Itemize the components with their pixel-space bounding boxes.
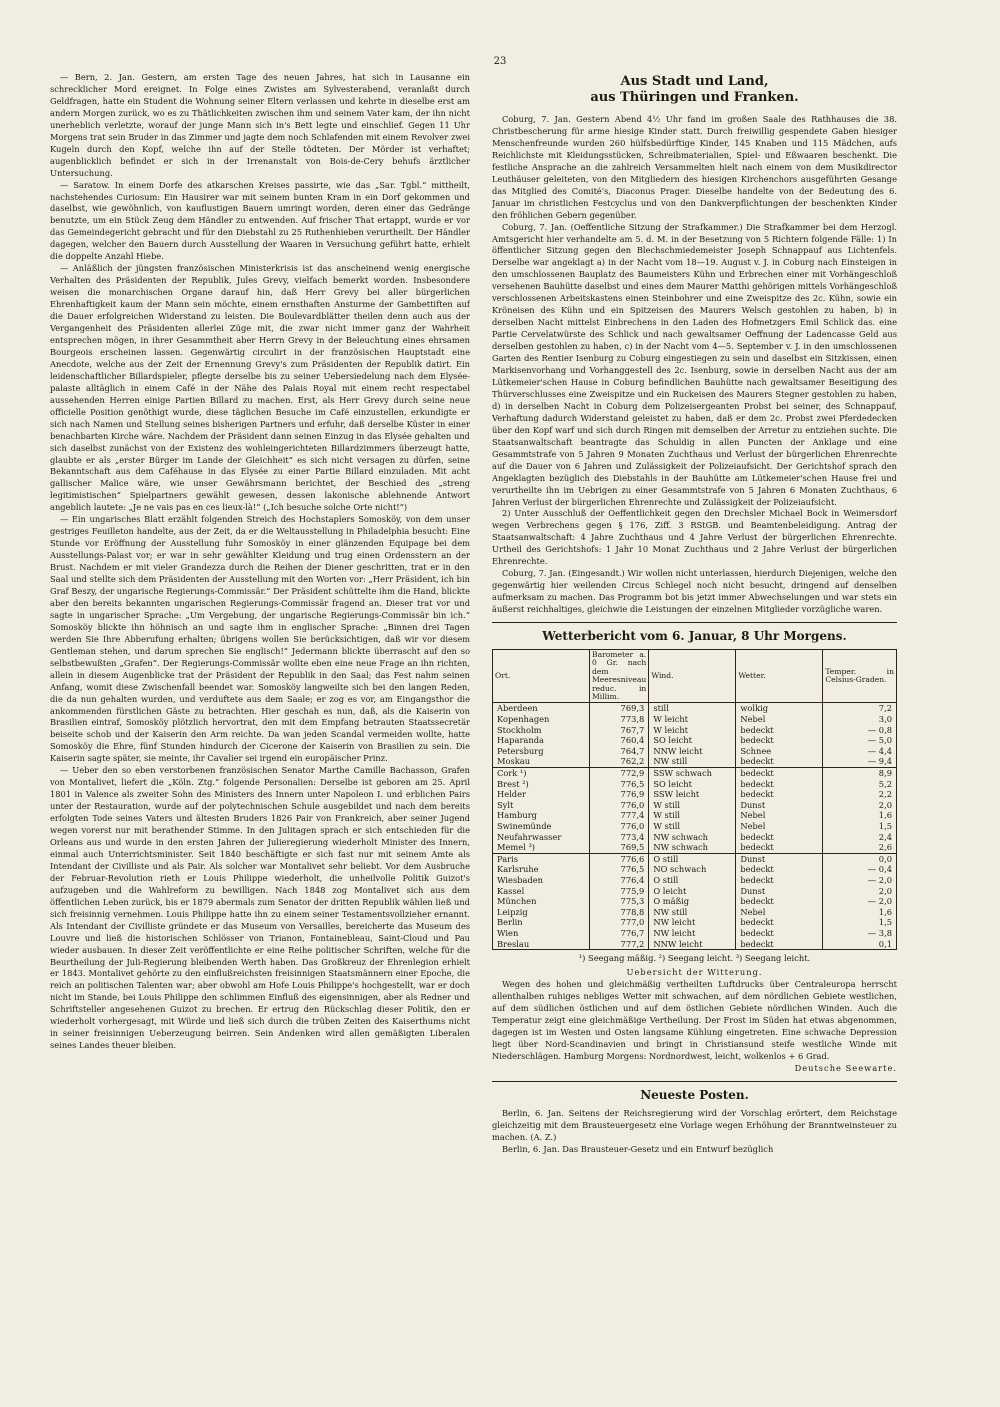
station-name: Kopenhagen bbox=[493, 714, 590, 725]
temperature-value: 2,6 bbox=[823, 842, 897, 853]
barometer-value: 775,9 bbox=[590, 886, 649, 897]
latest-news-berlin-2: Berlin, 6. Jan. Das Brausteuer-Gesetz und ein Entwurf bezüglich bbox=[501, 1143, 774, 1154]
temperature-value: 1,6 bbox=[823, 810, 897, 821]
weather-value: bedeckt bbox=[736, 735, 823, 746]
temperature-value: 5,2 bbox=[823, 779, 897, 790]
weather-value: bedeckt bbox=[736, 789, 823, 800]
wind-value: O mäßig bbox=[649, 896, 736, 907]
article-bern: — Bern, 2. Jan. Gestern, am ersten Tage des neuen Jahres, hat sich in Lausanne ein schrecklicher Mord ereignet. In Folge eines Zwistes am Sylvesterabend, veranlaßt durch Geldfragen, hatte ein Student die Wohnung seiner Eltern verlassen und kehrte in dieselbe erst am andern Morgen zurück, wo es zu Thätlichkeiten zwischen ihm und seinem Vater kam, der ihn nicht unerheblich verletzte, worauf der junge Mann sich in's Bett legte und einschlief. Gegen 11 Uhr Morgens trat sein Bruder in das Zimmer und jagte dem noch Schlafenden mit einem Revolver zwei Kugeln durch den Kopf, welche ihn auf der Stelle tödteten. Der Mörder ist verhaftet; augenblicklich befindet er sich in der Irrenanstalt von Bois-de-Cery behufs ärztlicher Untersuchung. bbox=[50, 72, 470, 178]
weather-value: Dunst bbox=[736, 886, 823, 897]
weather-row bbox=[493, 779, 897, 790]
wind-value: W still bbox=[649, 800, 736, 811]
barometer-value: 776,0 bbox=[590, 800, 649, 811]
left-column bbox=[50, 72, 470, 1382]
weather-value: bedeckt bbox=[736, 875, 823, 886]
station-name: Cork ¹) bbox=[493, 768, 590, 779]
weather-row bbox=[493, 821, 897, 832]
divider bbox=[492, 622, 897, 623]
page-number: 23 bbox=[493, 56, 507, 67]
wind-value: NW schwach bbox=[649, 842, 736, 853]
barometer-value: 776,4 bbox=[590, 875, 649, 886]
barometer-value: 773,4 bbox=[590, 832, 649, 843]
barometer-value: 772,9 bbox=[590, 768, 649, 779]
weather-row bbox=[493, 842, 897, 853]
weather-value: bedeckt bbox=[736, 928, 823, 939]
barometer-value: 760,4 bbox=[590, 735, 649, 746]
weather-row bbox=[493, 875, 897, 886]
weather-row bbox=[493, 810, 897, 821]
wind-value: W still bbox=[649, 810, 736, 821]
barometer-value: 769,3 bbox=[590, 703, 649, 714]
temperature-value: — 0,8 bbox=[823, 725, 897, 736]
weather-row bbox=[493, 746, 897, 757]
weather-report-title: Wetterbericht vom 6. Januar, 8 Uhr Morgens. bbox=[542, 629, 847, 644]
temperature-value: — 2,0 bbox=[823, 875, 897, 886]
weather-row bbox=[493, 853, 897, 864]
station-name: Leipzig bbox=[493, 907, 590, 918]
wind-value: NO schwach bbox=[649, 864, 736, 875]
weather-row bbox=[493, 907, 897, 918]
right-column bbox=[492, 72, 897, 1382]
wind-value: still bbox=[649, 703, 736, 714]
weather-table-body bbox=[493, 703, 897, 950]
weather-value: bedeckt bbox=[736, 779, 823, 790]
header-wind: Wind. bbox=[649, 650, 736, 703]
barometer-value: 776,5 bbox=[590, 779, 649, 790]
article-saratow: — Saratow. In einem Dorfe des atkarschen Kreises passirte, wie das „Sar. Tgbl.“ mittheilt, nachstehendes Curiosum: Ein Hausirer war mit seinem bunten Kram in ein Dorf gekommen und daselbst, wie gewöhnlich, von kauflustigen Bauern umringt worden, deren einer das Gedränge benutzte, um ein Stück Zeug dem Händler zu entwenden. Auf frischer That ertappt, wurde er vor das Gemeindegericht gebracht und für den Diebstahl zu 25 Ruthenhieben verurtheilt. Der Händler dagegen, welcher den Bauern durch Ausstellung der Waaren in Versuchung geführt hatte, erhielt die doppelte Anzahl Hiebe. bbox=[50, 179, 470, 262]
wind-value: O still bbox=[649, 853, 736, 864]
station-name: Moskau bbox=[493, 756, 590, 767]
station-name: Sylt bbox=[493, 800, 590, 811]
temperature-value: — 9,4 bbox=[823, 756, 897, 767]
barometer-value: 777,2 bbox=[590, 939, 649, 950]
temperature-value: — 2,0 bbox=[823, 896, 897, 907]
station-name: Haparanda bbox=[493, 735, 590, 746]
wind-value: O leicht bbox=[649, 886, 736, 897]
station-name: Aberdeen bbox=[493, 703, 590, 714]
station-name: Helder bbox=[493, 789, 590, 800]
temperature-value: 2,2 bbox=[823, 789, 897, 800]
weather-row bbox=[493, 928, 897, 939]
weather-value: wolkig bbox=[736, 703, 823, 714]
weather-row bbox=[493, 917, 897, 928]
station-name: Hamburg bbox=[493, 810, 590, 821]
temperature-value: 1,5 bbox=[823, 821, 897, 832]
barometer-value: 775,3 bbox=[590, 896, 649, 907]
temperature-value: — 5,0 bbox=[823, 735, 897, 746]
wind-value: SO leicht bbox=[649, 735, 736, 746]
article-coburg-strafkammer: Coburg, 7. Jan. (Oeffentliche Sitzung der Strafkammer.) Die Strafkammer bei dem Herzogl. Amtsgericht hier verhandelte am 5. d. M. in der Besetzung von 5 Richtern folgende Fälle: 1) In öffentlicher Sitzung gegen den Blechschmiedemeister Joseph Schnappauf aus Lichtenfels. Derselbe war angeklagt a) in der Nacht vom 18—19. August v. J. in Coburg nach Einsteigen in den umschlossenen Bauplatz des Baumeisters Kühn und Erbrechen einer mit Vorhängeschloß versehenen Bauhütte daselbst und eines dem Maurer Matthi gehörigen mittels Vorhängeschloß verschlossenen Arbeitskastens einen Steinbohrer und eine Zweispitze des 2c. Kühn, sowie ein Kröneisen des Kühn und ein Spitzeisen des Maurers Welsch gestohlen zu haben, b) in derselben Nacht mittelst Einbrechens in den Laden des Hofmetzgers Emil Schlick das. eine Partie Cervelatwürste des Schlick und nach gewaltsamer Oeffnung der Ladencasse Geld aus derselben gestohlen zu haben, c) in der Nacht vom 4—5. September v. J. in den umschlossenen Garten des Rentier Isenburg zu Coburg eingestiegen zu sein und daselbst ein Sitzkissen, einen Markisenvorhang und Vorhanggestell des 2c. Isenburg, sowie in derselben Nacht aus der am Lütkemeier'schen Hause in Coburg befindlichen Bauhütte nach gewaltsamer Beseitigung des Thürverschlusses eine Zweispitze und ein Ruckeisen des Maurers Stegner gestohlen zu haben, d) in derselben Nacht in Coburg dem Polizeisergeanten Probst bei seiner, des Schnappauf, Verhaftung dadurch Widerstand geleistet zu haben, daß er dem 2c. Probst zwei Pferdedecken über den Kopf warf und sich durch Ringen mit demselben der Arretur zu entziehen suchte. Die Staatsanwaltschaft beantragte das Schuldig in allen Puncten der Anklage und eine Gesammtstrafe von 5 Jahren 9 Monaten Zuchthaus und Verlust der bürgerlichen Ehrenrechte auf die Dauer von 6 Jahren und Zulässigkeit der Polizeiaufsicht. Der Gerichtshof sprach den Angeklagten bezüglich des Diebstahls in der Bauhütte am Lütkemeier'schen Hause frei und verurtheilte ihn im Uebrigen zu einer Gesammtstrafe von 5 Jahren 6 Monaten Zuchthaus, 6 Jahren Verlust der bürgerlichen Ehrenrechte und Zulässigkeit der Polizeiaufsicht. bbox=[492, 221, 897, 507]
barometer-value: 776,5 bbox=[590, 864, 649, 875]
wind-value: W leicht bbox=[649, 714, 736, 725]
weather-overview-text: Wegen des hohen und gleichmäßig vertheilten Luftdrucks über Centraleuropa herrscht allenthalben ruhiges nebliges Wetter mit schwachen, auf dem nördlichen Gebiete westlichen, auf dem südlichen östlichen und auf dem östlichen Gebiete nördlichen Winden. Auch die Temperatur zeigt eine gleichmäßige Vertheilung. Der Frost im Süden hat etwas abgenommen, dagegen ist im Westen und Osten langsame Kühlung eingetreten. Eine schwache Depression liegt über Nord-Scandinavien und bringt in Christiansund steife westliche Winde mit Niederschlägen. Hamburg Morgens: Nordnordwest, leicht, wolkenlos + 6 Grad. bbox=[492, 979, 897, 1061]
wind-value: O still bbox=[649, 875, 736, 886]
temperature-value: 2,4 bbox=[823, 832, 897, 843]
temperature-value: 8,9 bbox=[823, 768, 897, 779]
weather-row bbox=[493, 756, 897, 767]
weather-value: bedeckt bbox=[736, 896, 823, 907]
weather-row bbox=[493, 886, 897, 897]
barometer-value: 777,4 bbox=[590, 810, 649, 821]
barometer-value: 762,2 bbox=[590, 756, 649, 767]
weather-row bbox=[493, 832, 897, 843]
weather-value: bedeckt bbox=[736, 917, 823, 928]
station-name: Berlin bbox=[493, 917, 590, 928]
weather-value: bedeckt bbox=[736, 864, 823, 875]
weather-value: bedeckt bbox=[736, 939, 823, 950]
barometer-value: 776,0 bbox=[590, 821, 649, 832]
weather-value: Dunst bbox=[736, 853, 823, 864]
weather-value: bedeckt bbox=[736, 756, 823, 767]
station-name: Petersburg bbox=[493, 746, 590, 757]
temperature-value: — 0,4 bbox=[823, 864, 897, 875]
wind-value: NW leicht bbox=[649, 917, 736, 928]
weather-value: Nebel bbox=[736, 810, 823, 821]
weather-row bbox=[493, 789, 897, 800]
article-grevy: — Anläßlich der jüngsten französischen Ministerkrisis ist das anscheinend wenig energische Verhalten des Präsidenten der Republik, Jules Grevy, vielfach bemerkt worden. Insbesondere weisen die monarchischen Organe darauf hin, daß Herr Grevy bei aller bürgerlichen Ehrenhaftigkeit kaum der Mann sein möchte, einem ernsthaften Ansturme der Gambettiften auf die Dauer erfolgreichen Widerstand zu leisten. Die Boulevardblätter theilen denn auch aus der Vergangenheit des Präsidenten allerlei Züge mit, die zwar nicht immer ganz der Wahrheit entsprechen mögen, in ihrer Gesammtheit aber Herrn Grevy in der Beleuchtung eines ehrsamen Bourgeois erscheinen lassen. Gegenwärtig circulirt in der französischen Hauptstadt eine Anecdote, welche aus der Zeit der Ernennung Grevy's zum Präsidenten der Republik datirt. Ein leidenschaftlicher Billardspieler, pflegte derselbe bis zu seiner Uebersiedelung nach dem Elysée-palaste alltäglich in einem Café in der Nähe des Palais Royal mit einem recht respectabel aussehenden Herren einige Partien Billard zu machen. Erst, als Herr Grevy durch seine neue officielle Position genöthigt wurde, diese täglichen Besuche im Café einzustellen, erkundigte er sich nach Namen und Stellung seines bisherigen Partners und erfuhr, daß derselbe Küster in einer benachbarten Kirche wäre. Nachdem der Präsident dann seinen Einzug in das Elysée gehalten und sich daselbst zunächst von der Existenz des wohleingerichteten Billardzimmers überzeugt hatte, glaubte er als „erster Bürger im Lande der Gleichheit“ es sich nicht versagen zu dürfen, seine Bekanntschaft aus dem Caféhause in das Elysée zu einer Partie Billard einzuladen. Mit acht gallischer Malice wäre, wie unser Gewährsmann berichtet, der Beschied des „streng legitimistischen“ Spielpartners gewählt gewesen, dessen lakonische ablehnende Antwort angeblich lautete: „Je ne vais pas en ces lieux-là!“ („Ich besuche solche Orte nicht!“) bbox=[50, 263, 470, 513]
weather-row bbox=[493, 939, 897, 950]
station-name: Stockholm bbox=[493, 725, 590, 736]
station-name: Breslau bbox=[493, 939, 590, 950]
wind-value: SO leicht bbox=[649, 779, 736, 790]
temperature-value: 2,0 bbox=[823, 800, 897, 811]
barometer-value: 767,7 bbox=[590, 725, 649, 736]
station-name: Wien bbox=[493, 928, 590, 939]
weather-row bbox=[493, 725, 897, 736]
barometer-value: 776,7 bbox=[590, 928, 649, 939]
weather-value: Nebel bbox=[736, 907, 823, 918]
article-montalivet: — Ueber den so eben verstorbenen französischen Senator Marthe Camille Bachasson, Grafen von Montalivet, liefert die „Köln. Ztg.“ folgende Personalien: Derselbe ist geboren am 25. April 1801 in Valence als zweiter Sohn des Ministers des Innern unter Napoleon I. und erblichen Pairs unter der Restauration, wurde auf der polytechnischen Schule ausgebildet und nach dem bereits erfolgten Tode seines Vaters und ältesten Bruders 1826 Pair von Frankreich, aber seiner Jugend wegen vorerst nur mit berathender Stimme. In den Julitagen sprach er sich entschieden für die Orleans aus und wurde in den ersten Jahren der Julieregierung wiederholt Minister des Innern, einmal auch Unterrichtsminister. Seit 1840 beschäftigte er sich fast nur mit seinem Amte als Intendant der Civilliste und als Pair. Als solcher war Montalivet sehr beliebt. Vor dem Ausbruche der Februar-Revolution rieth er Louis Philippe wiederholt, die unheilvolle Politik Guizot's aufzugeben und die Wahlreform zu bewilligen. Nach 1848 zog Montalivet sich aus dem öffentlichen Leben zurück, bis er 1879 abermals zum Senator der dritten Republik wählen ließ und sich freisinnig vernehmen. Louis Philippe hatte ihn zu einem seiner Testamentsvollzieher ernannt. Als Intendant der Civilliste gründete er das Museum von Versailles, bereicherte das Museum des Louvre und ließ die historischen Schlösser von Trianon, Fontainebleau, Saint-Cloud und Pau wieder ausbauen. In dieser Zeit veröffentlichte er eine Reihe politischer Schriften, welche für die Beurtheilung der Juli-Regierung bleibenden Werth haben. Das Großkreuz der Ehrenlegion erhielt er 1843. Montalivet gehörte zu den einflußreichsten freisinnigen Staatsmännern einer Epoche, die reich an politischen Talenten war; aber obwohl am Hofe Louis Philippe's hochgestellt, war er doch nicht im Stande, bei Louis Philippe den schlimmen Einfluß des eigensinnigen, aber als Redner und Schriftsteller angesehenen Guizot zu brechen. Er ertrug den Rückschlag dieser Politik, den er wiederholt vorhergesagt, mit Würde und ließ sich durch die trüben Zeiten des Kaiserthums nicht in seiner freisinnigen Ueberzeugung beirren. Sein Andenken wird allen gemäßigten Liberalen seines Landes theuer bleiben. bbox=[50, 765, 470, 1051]
weather-row bbox=[493, 896, 897, 907]
latest-news-title: Neueste Posten. bbox=[640, 1087, 749, 1102]
article-somoskoy: — Ein ungarisches Blatt erzählt folgenden Streich des Hochstaplers Somosköy, von dem unser gestriges Feuilleton handelte, aus der Zeit, da er die Weltausstellung in Philadelphia besucht: Eine Stunde vor Eröffnung der Ausstellung fuhr Somosköy in einer glänzenden Equipage bei dem Ausstellungs-Palast vor; er war in sehr gewählter Kleidung und trug einen Ordensstern an der Brust. Nachdem er mit vieler Grandezza durch die Reihen der Diener geschritten, trat er in den Saal und stellte sich dem Präsidenten der Ausstellung mit den Worten vor: „Herr Präsident, ich bin Graf Beszy, der ungarische Regierungs-Commissär.“ Der Präsident schüttelte ihm die Hand, blickte aber den bereits bekannten ungarischen Regierungs-Commissär fragend an. Dieser trat vor und sagte in ungarischer Sprache: „Um Vergebung, der ungarische Regierungs-Commissär bin ich.“ Somosköy blickte ihn höhnisch an und sagte ihm in englischer Sprache: „Binnen drei Tagen werden Sie Ihre Abberufung erhalten; übrigens wollen Sie berücksichtigen, daß wir vor diesem Gentleman stehen, und darum sprechen Sie englisch!“ Jedermann blickte überrascht auf den so selbstbewußten „Grafen“. Der Regierungs-Commissär wollte eben eine neue Frage an ihn richten, allein in diesem Augenblicke trat der Präsident der Republik in den Saal; das Fest nahm seinen Anfang, womit diese Zwischenfall beendet war. Somosköy langweilte sich bei den langen Reden, die da nun gehalten wurden, und verduftete aus dem Saale; er zog es vor, am Eingangsthor die ankommenden fürstlichen Gäste zu betrachten. Hier geschah es nun, daß, als die Kaiserin von Brasilien eintraf, Somosköy plötzlich hervortrat, den mit dem Empfang betrauten Staatssecretär beiseite schob und der Kaiserin den Arm reichte. Da wan jeden Scandal vermeiden wollte, hatte Somosköy die Ehre, fünf Stunden hindurch der Cicerone der Kaiserin von Brasilien zu sein. Die Kaiserin sagte später, sie meinte, ihr Cavalier sei irgend ein europäischer Prinz. bbox=[50, 514, 470, 764]
article-coburg-christbescherung: Coburg, 7. Jan. Gestern Abend 4½ Uhr fand im großen Saale des Rathhauses die 38. Christbescherung für arme hiesige Kinder statt. Durch freiwillig gespendete Gaben hiesiger Menschenfreunde wurden 260 hülfsbedürftige Kinder, 145 Knaben und 115 Mädchen, aufs Reichlichste mit Kleidungsstücken, Schreibmaterialien, Spiel- und Eßwaaren beschenkt. Die festliche Ansprache an die zahlreich Versammelten hielt nach einem von dem Musikdirector Leuthäuser geleiteten, von den Mitgliedern des hiesigen Kirchenchors ausgeführten Gesange das Mitglied des Comité's, Diaconus Prager. Dieselbe handelte von der Bedeutung des 6. Januar im christlichen Festcyclus und von den Dankverpflichtungen der beschenkten Kinder den fröhlichen Gebern gegenüber. bbox=[492, 114, 897, 220]
barometer-value: 778,8 bbox=[590, 907, 649, 918]
station-name: Wiesbaden bbox=[493, 875, 590, 886]
barometer-value: 764,7 bbox=[590, 746, 649, 757]
section-title-line-2: aus Thüringen und Franken. bbox=[590, 90, 799, 105]
temperature-value: 3,0 bbox=[823, 714, 897, 725]
temperature-value: 0,0 bbox=[823, 853, 897, 864]
barometer-value: 777,0 bbox=[590, 917, 649, 928]
header-barometer: Barometer a. 0 Gr. nach dem Meeresniveau reduc. in Millim. bbox=[590, 650, 649, 703]
wind-value: SSW schwach bbox=[649, 768, 736, 779]
temperature-value: 1,5 bbox=[823, 917, 897, 928]
weather-row bbox=[493, 768, 897, 779]
temperature-value: 1,6 bbox=[823, 907, 897, 918]
wind-value: NNW leicht bbox=[649, 939, 736, 950]
latest-news-berlin-1: Berlin, 6. Jan. Seitens der Reichsregierung wird der Vorschlag erörtert, dem Reichstage gleichzeitig mit dem Brausteuergesetz eine Vorlage wegen Erhöhung der Branntweinsteuer zu machen. (A. Z.) bbox=[492, 1107, 897, 1142]
weather-row bbox=[493, 800, 897, 811]
wind-value: SSW leicht bbox=[649, 789, 736, 800]
weather-value: Nebel bbox=[736, 714, 823, 725]
temperature-value: 0,1 bbox=[823, 939, 897, 950]
section-title-line-1: Aus Stadt und Land, bbox=[620, 74, 769, 89]
station-name: Kassel bbox=[493, 886, 590, 897]
station-name: Paris bbox=[493, 853, 590, 864]
article-coburg-circus: Coburg, 7. Jan. (Eingesandt.) Wir wollen nicht unterlassen, hierdurch Diejenigen, welche den gegenwärtig hier weilenden Circus Schlegel noch nicht besucht, dringend auf denselben aufmerksam zu machen. Das Programm bot bis jetzt immer Abwechselungen und war stets ein äußerst reichhaltiges, gleichwie die Leistungen der einzelnen Mitglieder vorzügliche waren. bbox=[492, 568, 897, 615]
wind-value: NW leicht bbox=[649, 928, 736, 939]
barometer-value: 776,9 bbox=[590, 789, 649, 800]
wind-value: W leicht bbox=[649, 725, 736, 736]
temperature-value: — 4,4 bbox=[823, 746, 897, 757]
wind-value: NW still bbox=[649, 907, 736, 918]
article-coburg-case-2: 2) Unter Ausschluß der Oeffentlichkeit gegen den Drechsler Michael Bock in Weimersdorf wegen Verbrechens gegen § 176, Ziff. 3 RStGB. und Beamtenbeleidigung. Antrag der Staatsanwaltschaft: 4 Jahre Zuchthaus und 4 Jahre Verlust der bürgerlichen Ehrenrechte. Urtheil des Gerichtshofs: 1 Jahr 10 Monat Zuchthaus und 2 Jahre Verlust der bürgerlichen Ehrenrechte. bbox=[492, 508, 897, 567]
weather-footnotes: ¹) Seegang mäßig. ²) Seegang leicht. ³) Seegang leicht. bbox=[578, 953, 811, 964]
weather-value: bedeckt bbox=[736, 842, 823, 853]
barometer-value: 776,6 bbox=[590, 853, 649, 864]
weather-row bbox=[493, 703, 897, 714]
station-name: Karlsruhe bbox=[493, 864, 590, 875]
wind-value: NW still bbox=[649, 756, 736, 767]
station-name: München bbox=[493, 896, 590, 907]
wind-value: NW schwach bbox=[649, 832, 736, 843]
weather-value: bedeckt bbox=[736, 725, 823, 736]
header-temperature: Temper. in Celsius-Graden. bbox=[823, 650, 897, 703]
temperature-value: 2,0 bbox=[823, 886, 897, 897]
weather-overview-title: Uebersicht der Witterung. bbox=[626, 967, 763, 978]
weather-signature: Deutsche Seewarte. bbox=[794, 1062, 897, 1073]
wind-value: W still bbox=[649, 821, 736, 832]
weather-row bbox=[493, 714, 897, 725]
weather-value: Dunst bbox=[736, 800, 823, 811]
divider bbox=[492, 1081, 897, 1082]
station-name: Swinemünde bbox=[493, 821, 590, 832]
weather-table bbox=[492, 649, 897, 950]
weather-row bbox=[493, 735, 897, 746]
station-name: Memel ³) bbox=[493, 842, 590, 853]
station-name: Brest ²) bbox=[493, 779, 590, 790]
weather-header-row bbox=[493, 650, 897, 703]
wind-value: NNW leicht bbox=[649, 746, 736, 757]
weather-value: bedeckt bbox=[736, 832, 823, 843]
weather-value: bedeckt bbox=[736, 768, 823, 779]
header-ort: Ort. bbox=[493, 650, 590, 703]
temperature-value: 7,2 bbox=[823, 703, 897, 714]
section-heading bbox=[492, 74, 897, 106]
temperature-value: — 3,8 bbox=[823, 928, 897, 939]
barometer-value: 769,5 bbox=[590, 842, 649, 853]
weather-value: Schnee bbox=[736, 746, 823, 757]
weather-row bbox=[493, 864, 897, 875]
station-name: Neufahrwasser bbox=[493, 832, 590, 843]
weather-value: Nebel bbox=[736, 821, 823, 832]
barometer-value: 773,8 bbox=[590, 714, 649, 725]
header-wetter: Wetter. bbox=[736, 650, 823, 703]
